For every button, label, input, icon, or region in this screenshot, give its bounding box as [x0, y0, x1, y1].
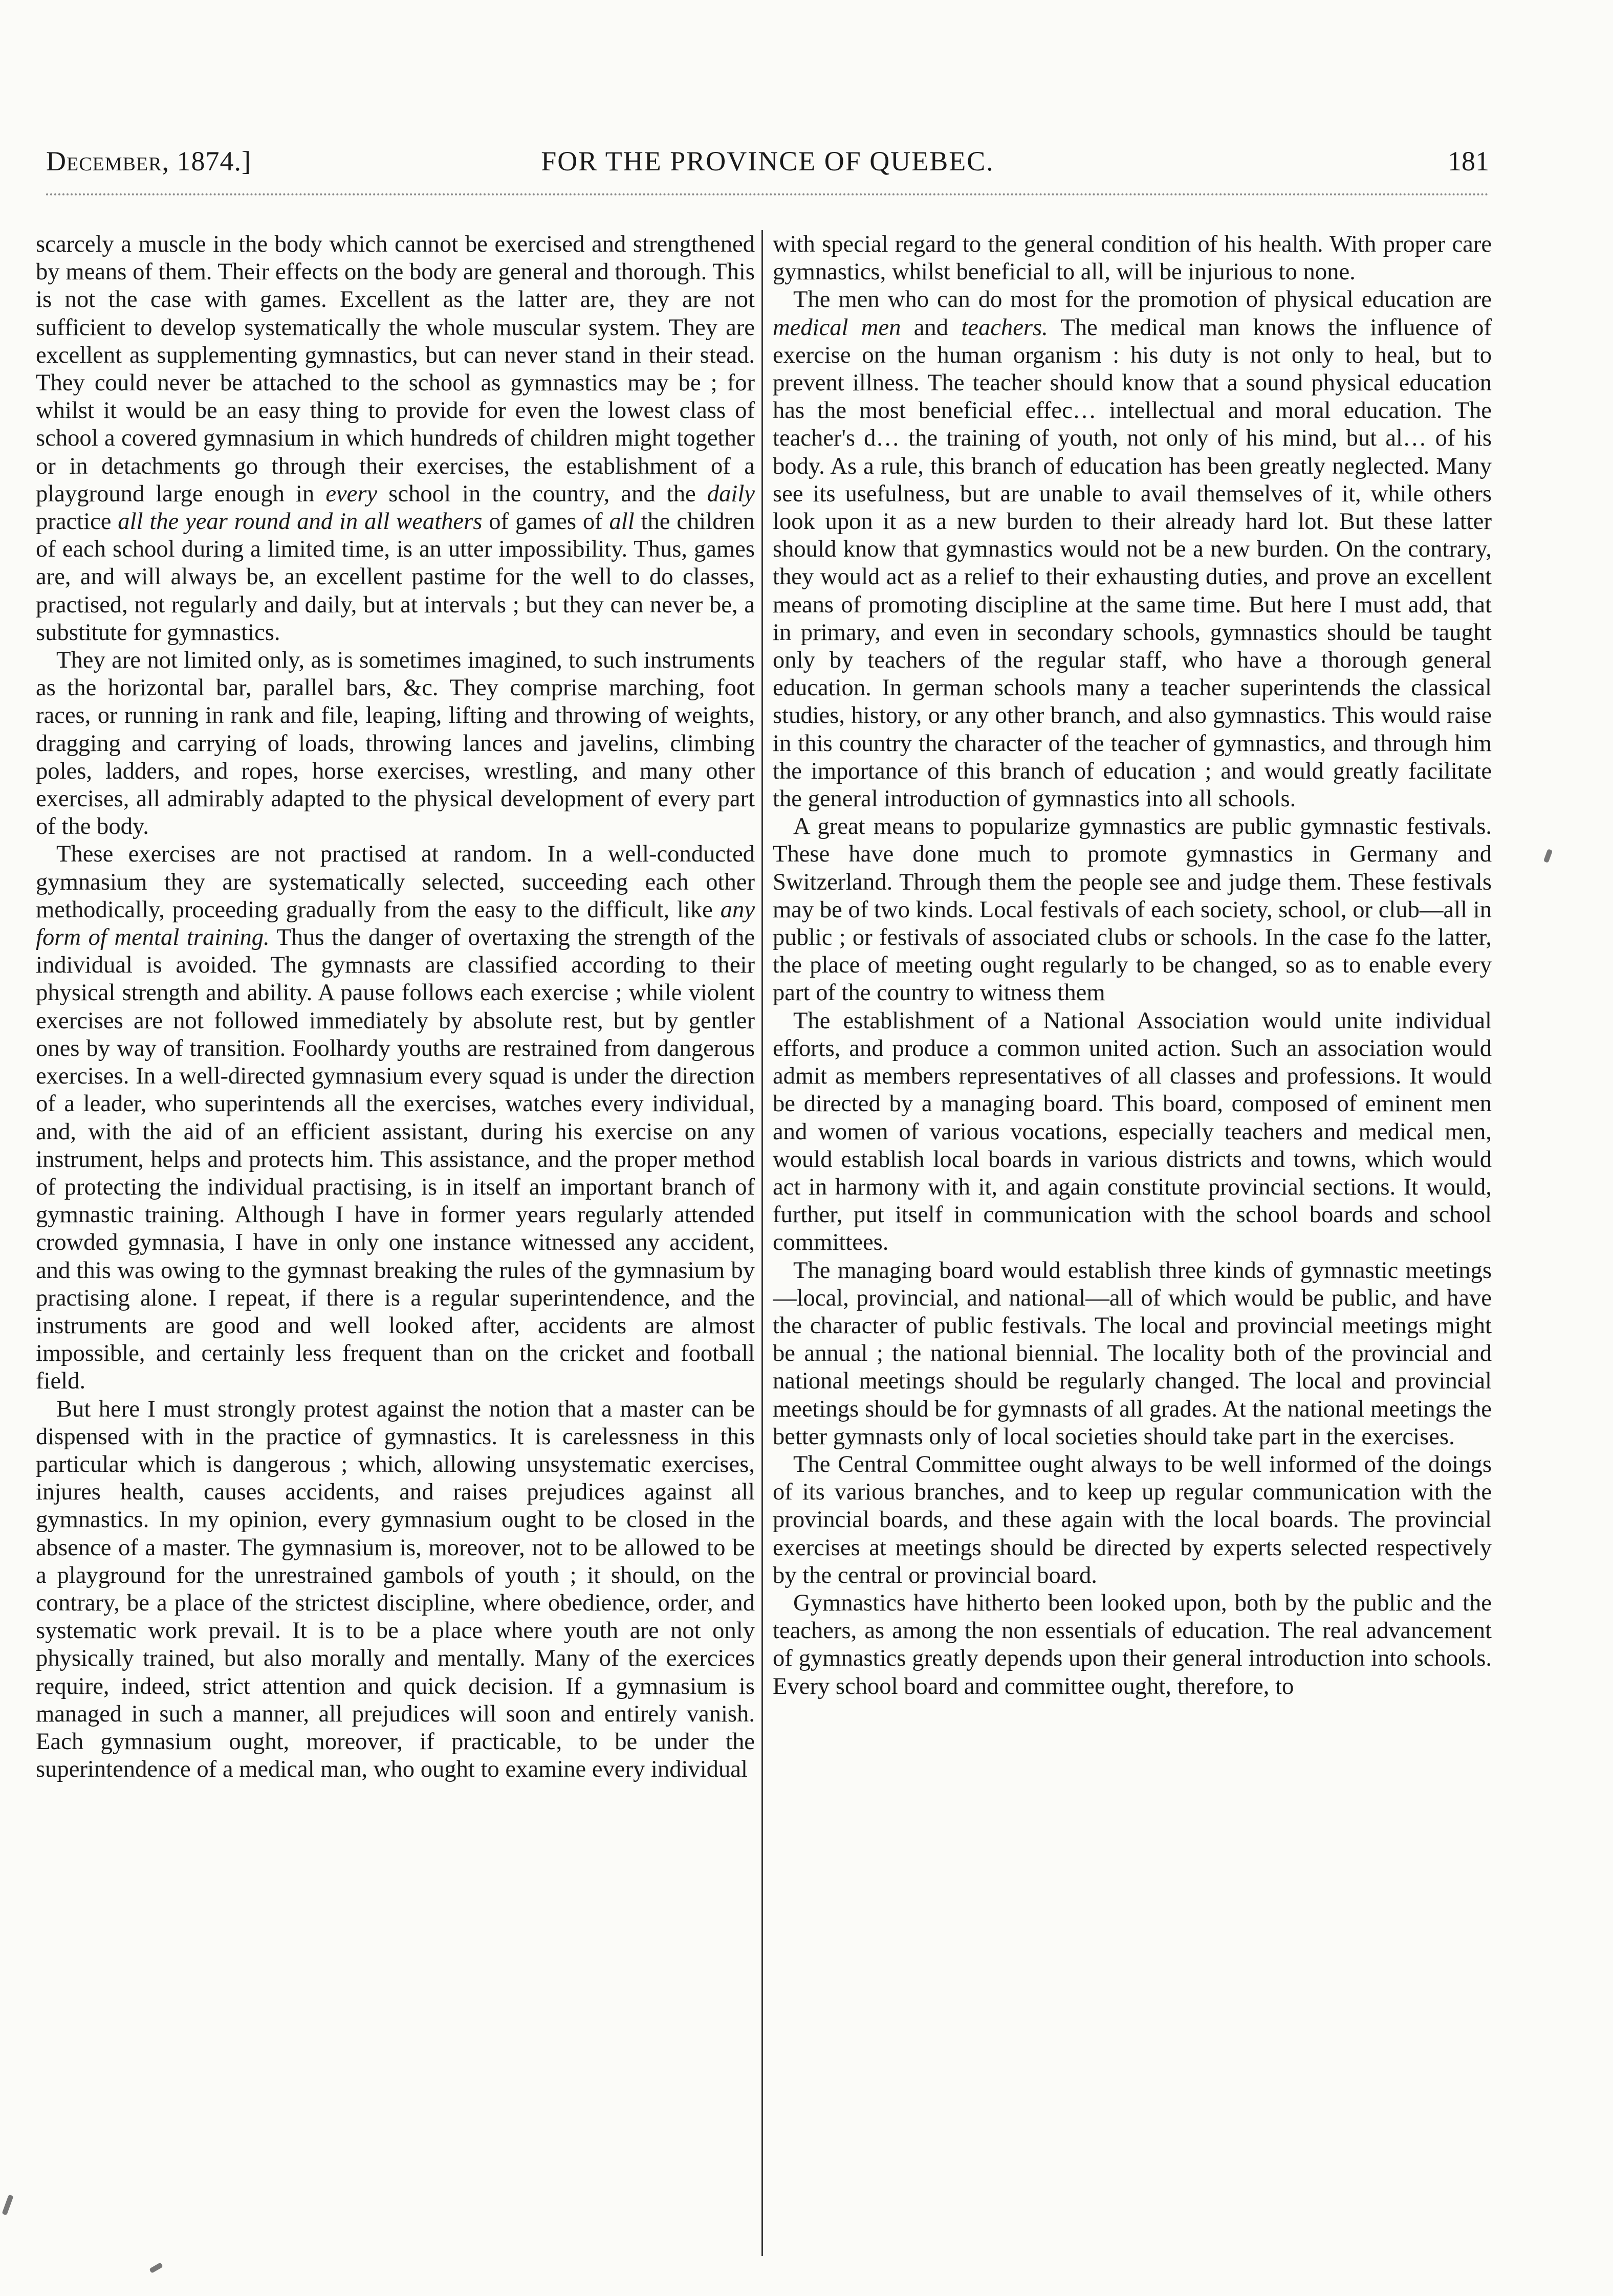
- italic-text: medical men: [773, 314, 901, 341]
- paragraph: [773, 1589, 1492, 1700]
- italic-text: every: [325, 480, 378, 507]
- paragraph: [36, 1395, 755, 1783]
- ink-speck: [2, 2194, 13, 2215]
- paragraph: [773, 812, 1492, 1006]
- text-run: with special regard to the general condition of his health. With proper care gymnastics, whilst beneficial to all, will be injurious to none.: [773, 231, 1492, 285]
- text-run: Gymnastics have hitherto been looked upon, both by the public and the teachers, as among the non essentials of education. The real advancement of gymnastics greatly depends upon their general introduction into schools. Every school board and committee ought, therefore, to: [773, 1589, 1492, 1699]
- paragraph: [773, 285, 1492, 812]
- paragraph: [36, 840, 755, 1395]
- text-run: the children of each school during a limited time, is an utter impossibility. Thus, games are, and will always be, an excellent pastime for the well to do classes, practised, not regularly and daily, but at intervals ; but they can never be, a substitute for gymnastics.: [36, 508, 755, 646]
- text-run: But here I must strongly protest against the notion that a master can be dispensed with in the practice of gymnastics. It is carelessness in this particular which is dangerous ; which, allowing unsystematic exercises, injures health, causes accidents, and raises prejudices against all gymnastics. In my opinion, every gymnasium ought to be closed in the absence of a master. The gymnasium is, moreover, not to be allowed to be a playground for the unrestrained gambols of youth ; it should, on the contrary, be a place of the strictest discipline, where obedience, order, and systematic work prevail. It is to be a place where youth are not only physically trained, but also morally and mentally. Many of the exercices require, indeed, strict attention and quick decision. If a gymnasium is managed in such a manner, all prejudices will soon and entirely vanish. Each gymnasium ought, moreover, if practicable, to be under the superintendence of a medical man, who ought to examine every individual: [36, 1395, 755, 1783]
- header-rule: [46, 193, 1489, 195]
- italic-text: teachers.: [961, 314, 1048, 341]
- running-head: [46, 138, 1489, 184]
- text-run: practice: [36, 508, 118, 535]
- text-run: and: [901, 314, 962, 341]
- column-divider: [761, 230, 763, 2256]
- left-column: [36, 230, 755, 2256]
- text-run: Thus the danger of overtaxing the strength of the individual is avoided. The gymnasts are classified according to their physical strength and ability. A pause follows each exercise ; while violent exercises are not followed immediately by absolute rest, but by gentler ones by way of transition. Foolhardy youths are restrained from dangerous exercises. In a well-directed gymnasium every squad is under the direction of a leader, who superintends all the exercises, watches every individual, and, with the aid of an efficient assistant, during his exercise on any instrument, helps and protects him. This assistance, and the proper method of protecting the individual practising, is in itself an important branch of gymnastic training. Although I have in former years regularly attended crowded gymnasia, I have in only one instance witnessed any accident, and this was owing to the gymnast breaking the rules of the gymnasium by practising alone. I repeat, if there is a regular superintendence, and the instruments are good and well looked after, accidents are almost impossible, and certainly less frequent than on the cricket and football field.: [36, 924, 755, 1395]
- italic-text: all the year round and in all weathers: [118, 508, 483, 535]
- paragraph: [773, 1007, 1492, 1256]
- issue-date: December, 1874.]: [46, 146, 251, 176]
- text-run: The Central Committee ought always to be well informed of the doings of its various branches, and to keep up regular communication with the provincial boards, and these again with the local boards. The provincial exercises at meetings should be directed by experts selected respectively by the central or provincial board.: [773, 1450, 1492, 1588]
- paragraph: [773, 1450, 1492, 1589]
- ink-speck: [1543, 849, 1553, 863]
- paragraph: [36, 646, 755, 840]
- text-run: The managing board would establish three kinds of gymnastic meetings—local, provincial, and national—all of which would be public, and have the character of public festivals. The local and provincial meetings might be annual ; the national biennial. The locality both of the provincial and national meetings should be regularly changed. The local and provincial meetings should be for gymnasts of all grades. At the national meetings the better gymnasts only of local societies should take part in the exercises.: [773, 1256, 1492, 1450]
- text-run: The medical man knows the influence of exercise on the human organism : his duty is not only to heal, but to prevent illness. The teacher should know that a sound physical education has the most beneficial effec… intellectual and moral education. The teacher's d… the training of youth, not only of his mind, but al… of his body. As a rule, this branch of education has been greatly neglected. Many see its usefulness, but are unable to avail themselves of it, while others look upon it as a new burden to their already hard lot. But these latter should know that gymnastics would not be a new burden. On the contrary, they would act as a relief to their exhausting duties, and prove an excellent means of promoting discipline at the same time. But here I must add, that in primary, and even in secondary schools, gymnastics should be taught only by teachers of the regular staff, who have a thorough general education. In german schools many a teacher superintends the classical studies, history, or any other branch, and also gymnastics. This would raise in this country the character of the teacher of gymnastics, and through him the importance of this branch of education ; and would greatly facilitate the general introduction of gymnastics into all schools.: [773, 314, 1492, 812]
- paragraph: [773, 230, 1492, 285]
- journal-title: FOR THE PROVINCE OF QUEBEC.: [541, 146, 994, 176]
- italic-text: all: [609, 508, 635, 535]
- text-run: of games of: [482, 508, 609, 535]
- text-run: school in the country, and the: [377, 480, 707, 507]
- text-run: They are not limited only, as is sometimes imagined, to such instruments as the horizontal bar, parallel bars, &c. They comprise marching, foot races, or running in rank and file, leaping, lifting and throwing of weights, dragging and carrying of loads, throwing lances and javelins, climbing poles, ladders, and ropes, horse exercises, wrestling, and many other exercises, all admirably adapted to the physical development of every part of the body.: [36, 647, 755, 840]
- text-run: scarcely a muscle in the body which cannot be exercised and strengthened by means of them. Their effects on the body are general and thorough. This is not the case with games. Excellent as the latter are, they are not sufficient to develop systematically the whole muscular system. They are excellent as supplementing gymnastics, but can never stand in their stead. They could never be attached to the school as gymnastics may be ; for whilst it would be an easy thing to provide for even the lowest class of school a covered gymnasium in which hundreds of children might together or in detachments go through their exercises, the establishment of a playground large enough in: [36, 231, 755, 507]
- text-run: These exercises are not practised at random. In a well-conducted gymnasium they are systematically selected, succeeding each other methodically, proceeding gradually from the easy to the difficult, like: [36, 841, 755, 923]
- italic-text: daily: [707, 480, 755, 507]
- page-number: 181: [1448, 146, 1489, 176]
- text-run: The men who can do most for the promotion of physical education are: [793, 286, 1492, 313]
- text-run: A great means to popularize gymnastics are public gymnastic festivals. These have done much to promote gymnastics in Germany and Switzerland. Through them the people see and judge them. These festivals may be of two kinds. Local festivals of each society, school, or club—all in public ; or festivals of associated clubs or schools. In the case fo the latter, the place of meeting ought regularly to be changed, so as to enable every part of the country to witness them: [773, 813, 1492, 1006]
- text-run: The establishment of a National Association would unite individual efforts, and produce a common united action. Such an association would admit as members representatives of all classes and professions. It would be directed by a managing board. This board, composed of eminent men and women of various vocations, especially teachers and medical men, would establish local boards in various districts and towns, which would act in harmony with it, and again constitute provincial sections. It would, further, put itself in communication with the school boards and school committees.: [773, 1007, 1492, 1256]
- ink-speck: [149, 2262, 163, 2273]
- right-column: [773, 230, 1492, 2256]
- paragraph: [773, 1256, 1492, 1450]
- italic-text: any form of mental training.: [36, 896, 755, 951]
- paragraph: [36, 230, 755, 646]
